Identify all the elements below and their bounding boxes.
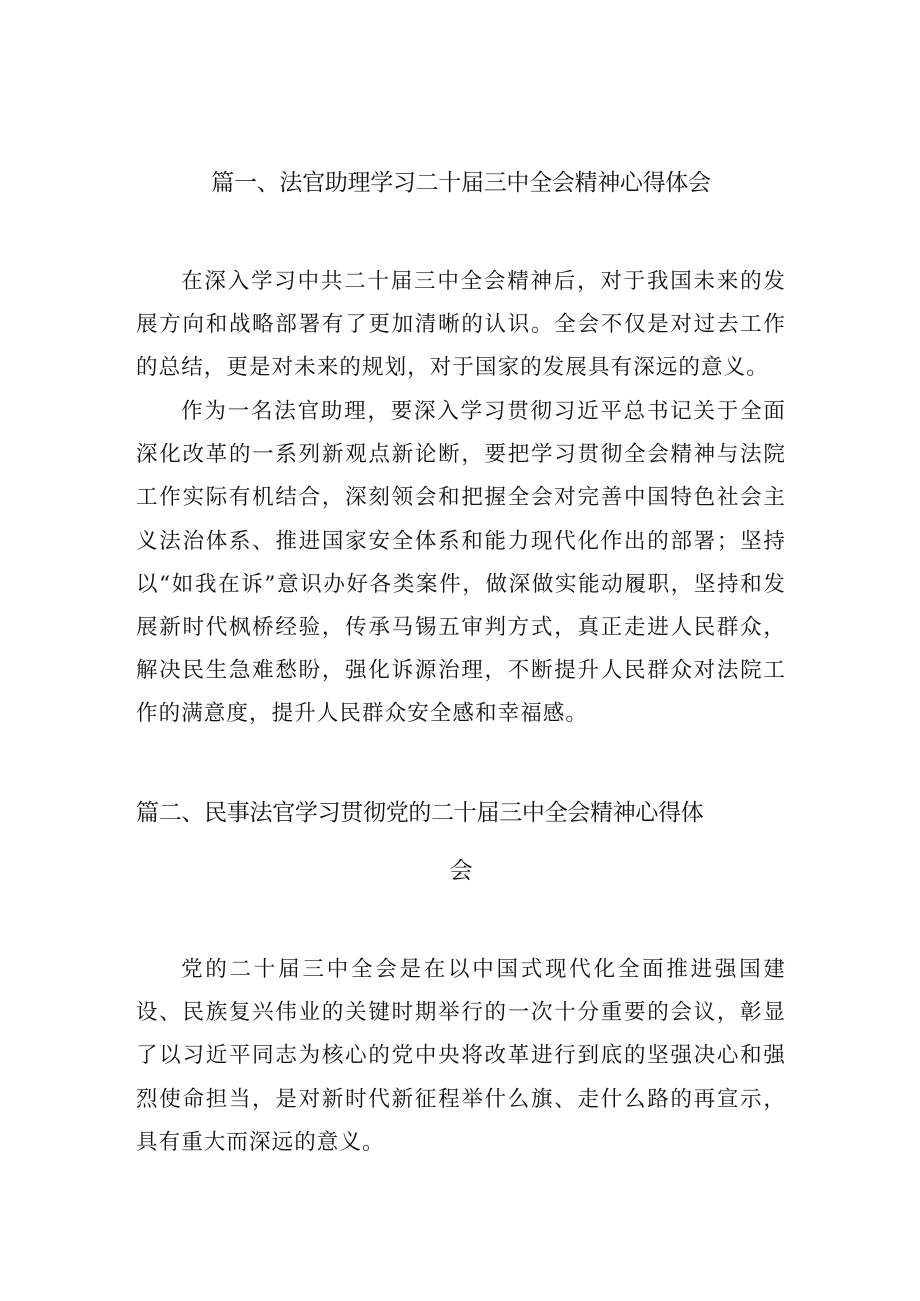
section1-paragraph-1: 在深入学习中共二十届三中全会精神后，对于我国未来的发展方向和战略部署有了更加清晰的认识。全会不仅是对过去工作的总结，更是对未来的规划，对于国家的发展具有深远的意义。	[136, 269, 786, 381]
section2-title: 篇二、民事法官学习贯彻党的二十届三中全会精神心得体	[136, 800, 704, 826]
section2-title-continuation: 会	[449, 858, 473, 884]
section1-paragraph-2: 作为一名法官助理，要深入学习贯彻习近平总书记关于全面深化改革的一系列新观点新论断，要把学习贯彻全会精神与法院工作实际有机结合，深刻领会和把握全会对完善中国特色社会主义法治体系、推进国家安全体系和能力现代化作出的部署；坚持以“如我在诉”意识办好各类案件，做深做实能动履职，坚持和发展新时代枫桥经验，传承马锡五审判方式，真正走进人民群众，解决民生急难愁盼，强化诉源治理，不断提升人民群众对法院工作的满意度，提升人民群众安全感和幸福感。	[136, 399, 786, 727]
section2-paragraph-1: 党的二十届三中全会是在以中国式现代化全面推进强国建设、民族复兴伟业的关键时期举行的一次十分重要的会议，彰显了以习近平同志为核心的党中央将改革进行到底的坚强决心和强烈使命担当，是对新时代新征程举什么旗、走什么路的再宣示，具有重大而深远的意义。	[136, 957, 786, 1155]
section1-title: 篇一、法官助理学习二十届三中全会精神心得体会	[211, 170, 711, 196]
